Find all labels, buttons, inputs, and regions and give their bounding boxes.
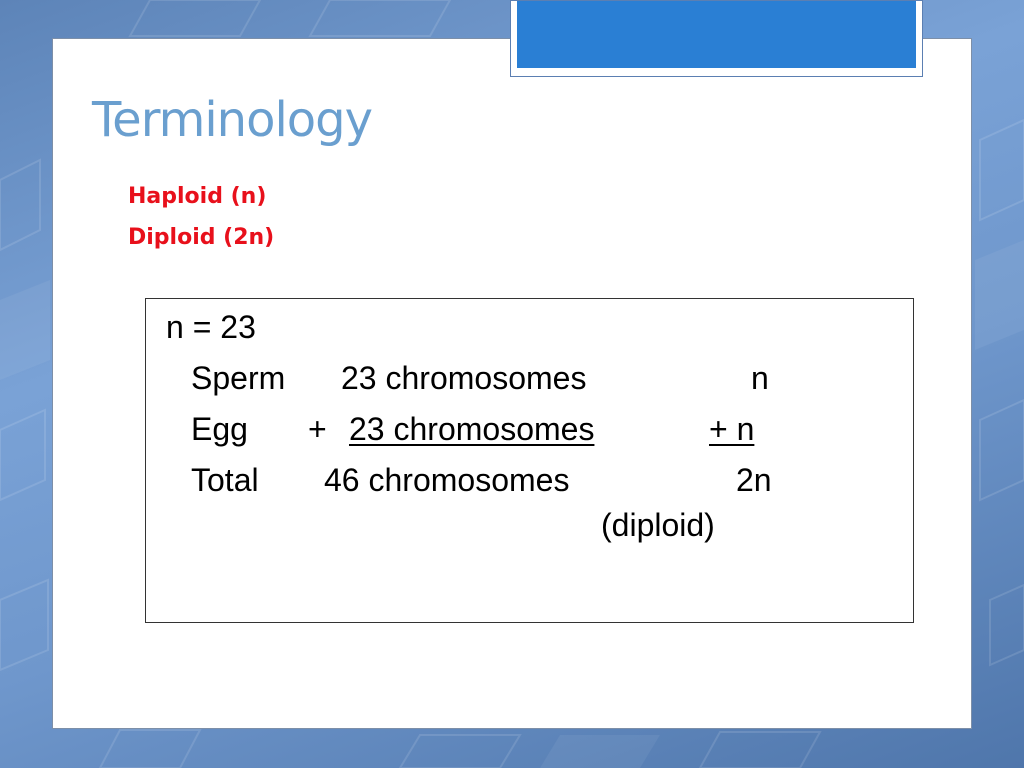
term-haploid: Haploid (n) xyxy=(128,184,267,209)
row-egg-value: 23 chromosomes xyxy=(349,411,595,447)
diploid-note: (diploid) xyxy=(601,507,715,543)
box-header: n = 23 xyxy=(166,309,256,345)
row-total-ploidy: 2n xyxy=(736,462,772,498)
row-egg-label: Egg xyxy=(191,411,248,447)
accent-fill xyxy=(517,1,916,68)
accent-box xyxy=(510,0,923,77)
row-sperm-label: Sperm xyxy=(191,360,286,396)
term-list xyxy=(128,176,274,258)
row-sperm-value: 23 chromosomes xyxy=(341,360,587,396)
row-egg-ploidy: + n xyxy=(709,411,755,447)
row-egg-prefix: + xyxy=(308,411,327,447)
chromosome-box xyxy=(145,298,914,623)
row-total-label: Total xyxy=(191,462,259,498)
row-sperm-ploidy: n xyxy=(751,360,769,396)
slide-title: Terminology xyxy=(92,92,373,148)
row-total-value: 46 chromosomes xyxy=(324,462,570,498)
term-diploid: Diploid (2n) xyxy=(128,225,275,250)
